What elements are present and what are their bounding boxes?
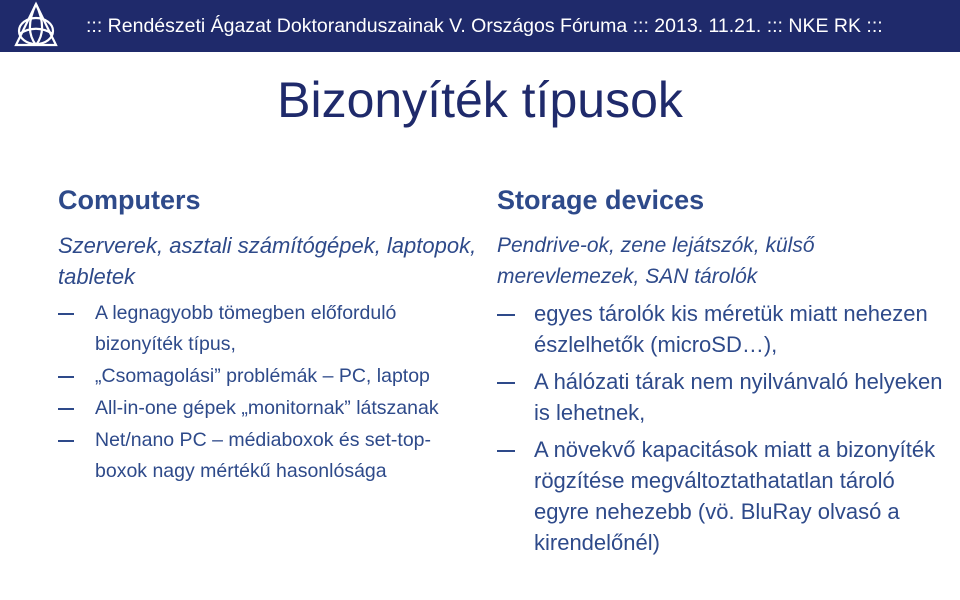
nke-logo-icon: [10, 1, 62, 51]
storage-subtitle: Pendrive-ok, zene lejátszók, külső merevlemezek, SAN tárolók: [497, 234, 815, 288]
bullet-text: egyes tárolók kis méretük miatt nehezen észlelhetők (microSD…),: [534, 301, 928, 357]
computers-heading: Computers: [58, 185, 201, 215]
list-item: [58, 393, 478, 424]
storage-column: [497, 180, 952, 564]
conference-banner: ::: Rendészeti Ágazat Doktoranduszainak V. Országos Fóruma ::: 2013. 11.21. ::: NKE RK :::: [86, 15, 883, 37]
storage-bullet-list: [497, 298, 952, 558]
list-item: [497, 298, 952, 360]
dash-bullet-icon: [497, 314, 515, 316]
list-item: [58, 361, 478, 392]
dash-bullet-icon: [497, 450, 515, 452]
list-item: [58, 425, 478, 487]
dash-bullet-icon: [58, 408, 74, 410]
dash-bullet-icon: [58, 376, 74, 378]
list-item: [497, 434, 952, 558]
dash-bullet-icon: [497, 382, 515, 384]
computers-bullet-list: [58, 298, 478, 487]
bullet-text: All-in-one gépek „monitornak” látszanak: [95, 397, 439, 419]
computers-column: [58, 180, 478, 488]
storage-heading: Storage devices: [497, 185, 705, 215]
list-item: [58, 298, 478, 360]
bullet-text: A növekvő kapacitások miatt a bizonyíték rögzítése megváltoztathatatlan tároló egyre nehezebb (vö. BluRay olvasó a kirendelőnél): [534, 437, 936, 555]
computers-subtitle: Szerverek, asztali számítógépek, laptopok, tabletek: [58, 233, 477, 289]
bullet-text: A hálózati tárak nem nyilvánvaló helyeken is lehetnek,: [534, 369, 943, 425]
dash-bullet-icon: [58, 440, 74, 442]
header-bar: [0, 0, 960, 52]
bullet-text: „Csomagolási” problémák – PC, laptop: [95, 365, 430, 387]
list-item: [497, 366, 952, 428]
bullet-text: A legnagyobb tömegben előforduló bizonyíték típus,: [95, 302, 397, 355]
slide-title: Bizonyíték típusok: [277, 72, 683, 128]
bullet-text: Net/nano PC – médiaboxok és set-top-boxok nagy mértékű hasonlósága: [95, 429, 432, 482]
dash-bullet-icon: [58, 313, 74, 315]
